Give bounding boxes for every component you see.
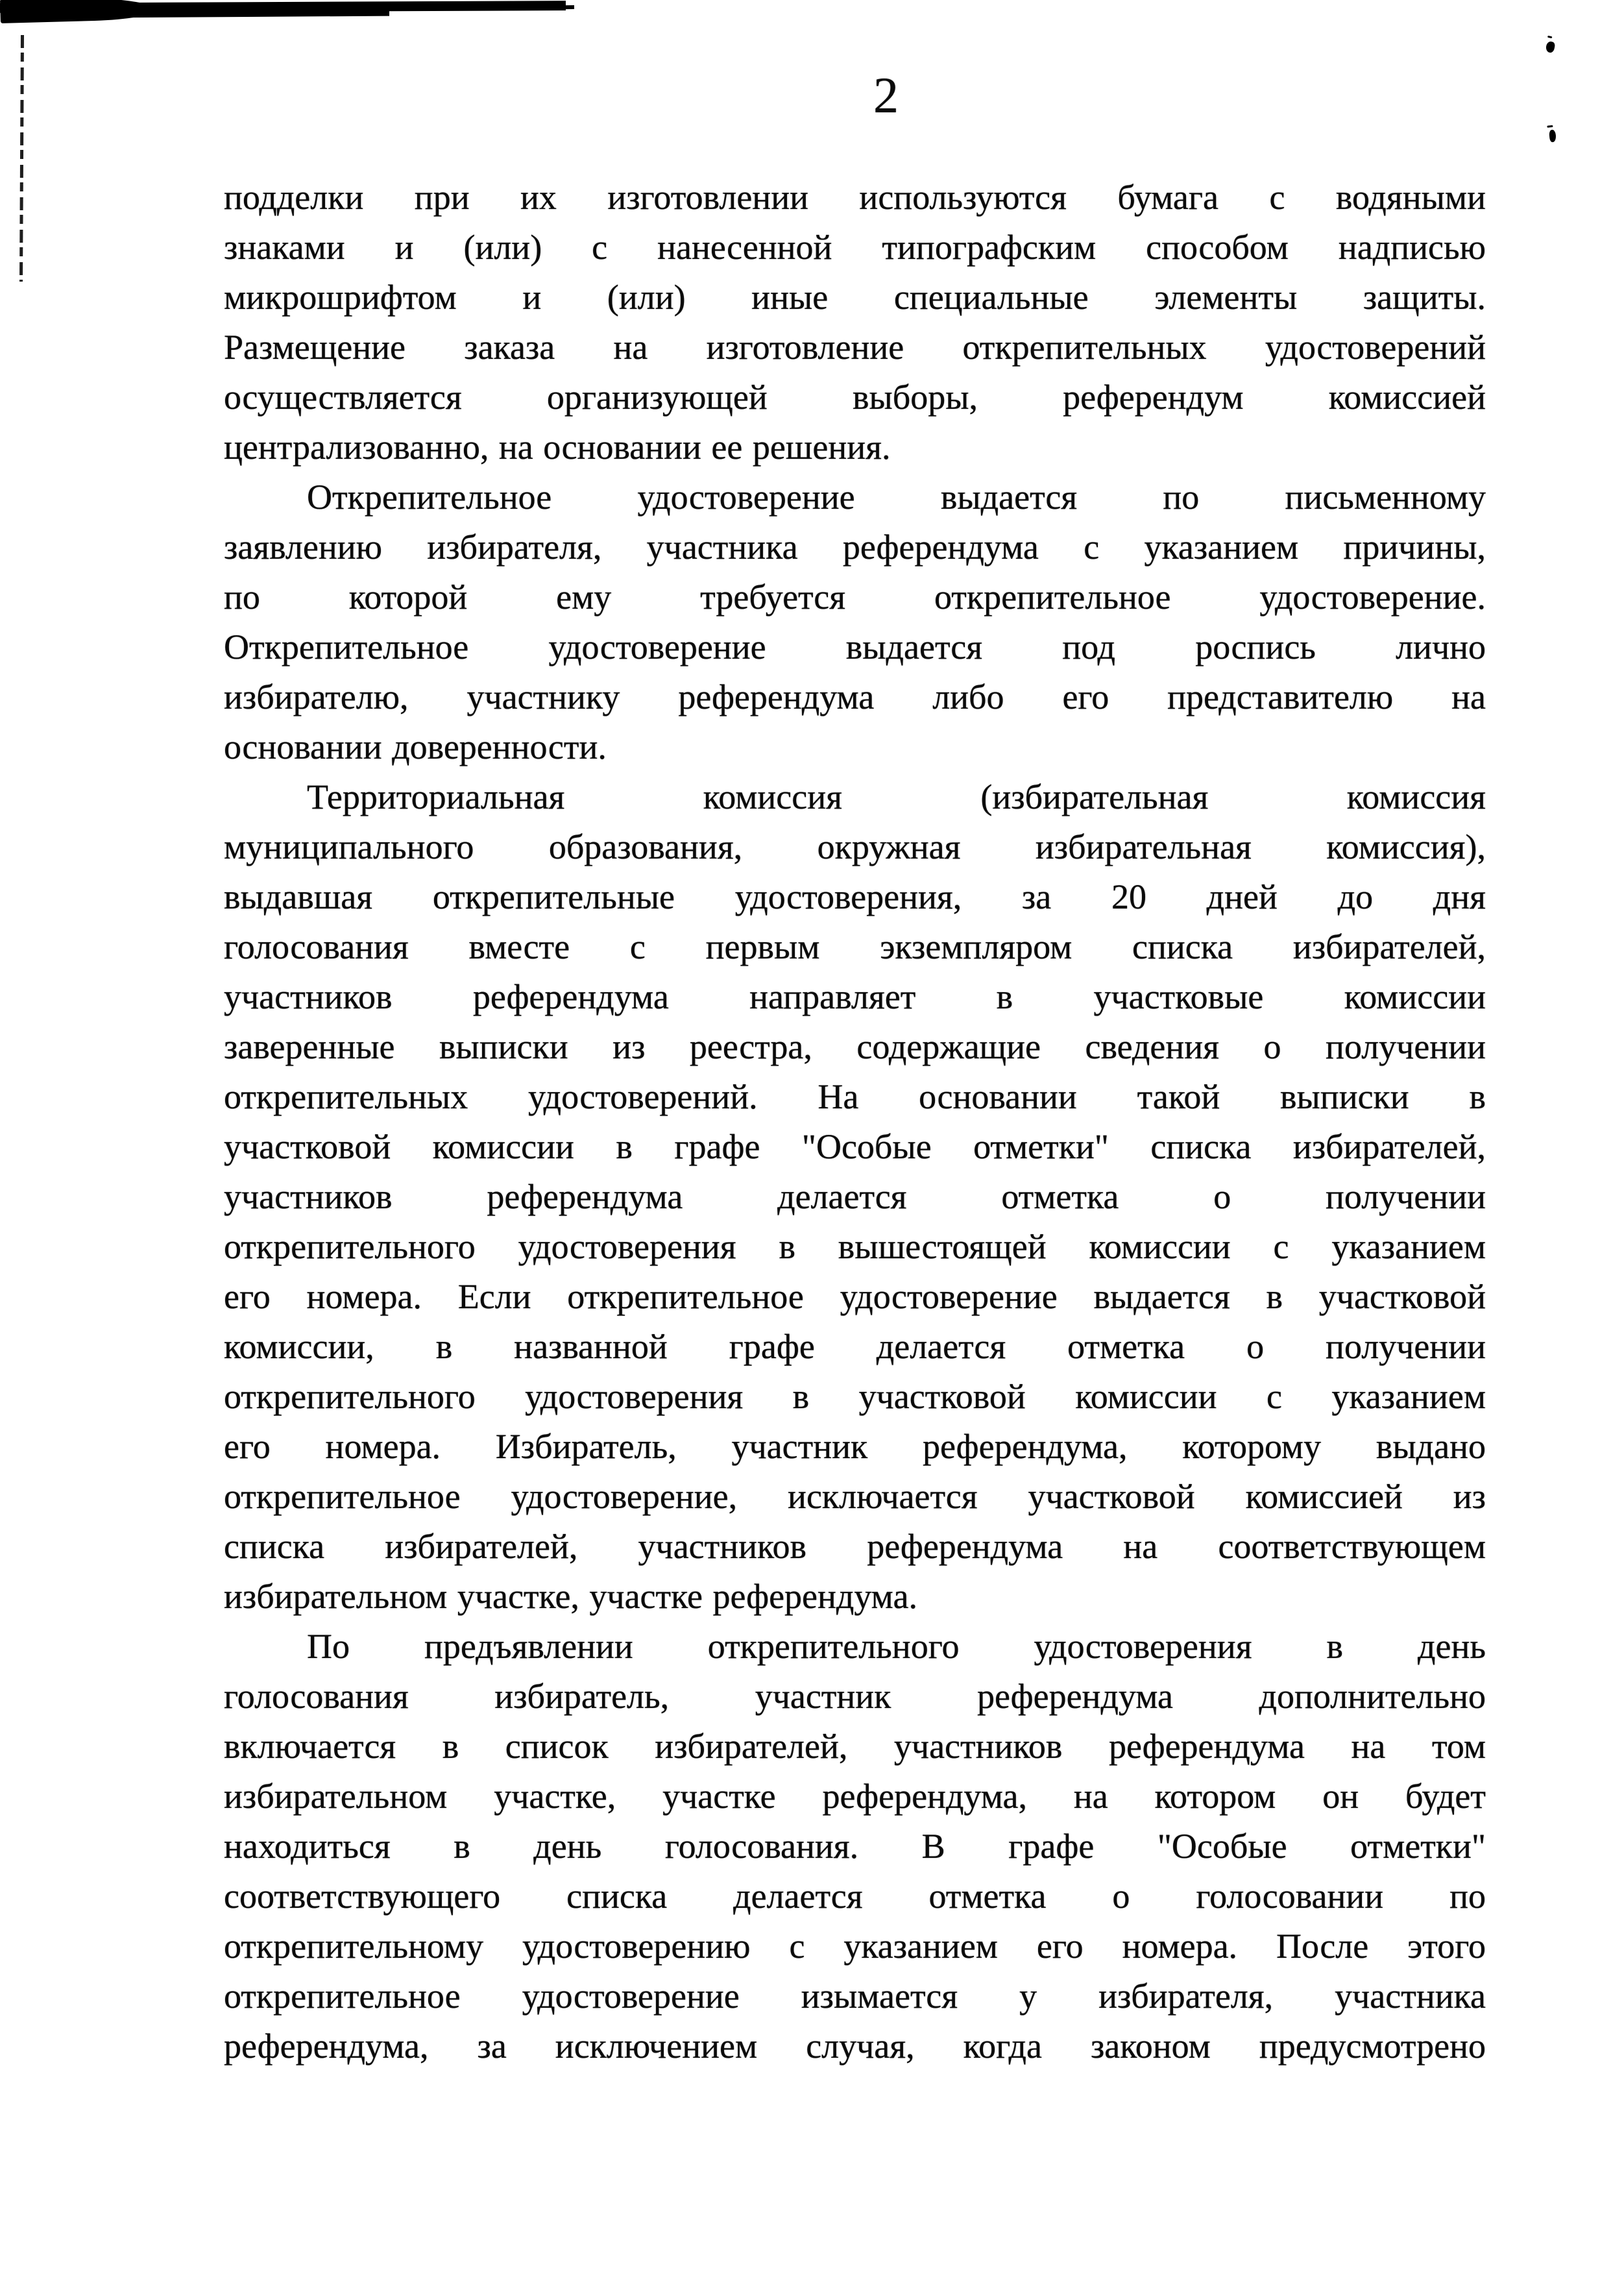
text-line: избирательном участке, участке референдума.: [224, 1577, 917, 1616]
text-line: открепительное удостоверение изымается у избирателя, участника: [224, 1977, 1486, 2016]
text-line: По предъявлении открепительного удостоверения в день: [307, 1627, 1486, 1666]
text-line: соответствующего списка делается отметка о голосовании по: [224, 1877, 1486, 1916]
text-line: осуществляется организующей выборы, референдум комиссией: [224, 378, 1486, 417]
text-line: открепительному удостоверению с указанием его номера. После этого: [224, 1927, 1486, 1966]
text-line: его номера. Если открепительное удостоверение выдается в участковой: [224, 1277, 1486, 1316]
text-line: его номера. Избиратель, участник референдума, которому выдано: [224, 1427, 1486, 1466]
scan-artifact-speck-2: [1549, 130, 1557, 143]
text-line: микрошрифтом и (или) иные специальные элементы защиты.: [224, 278, 1486, 317]
text-line: по которой ему требуется открепительное удостоверение.: [224, 578, 1486, 616]
text-line: голосования избиратель, участник референдума дополнительно: [224, 1677, 1486, 1716]
text-line: Размещение заказа на изготовление открепительных удостоверений: [224, 328, 1486, 367]
text-line: участников референдума делается отметка о получении: [224, 1177, 1486, 1216]
text-line: голосования вместе с первым экземпляром списка избирателей,: [224, 927, 1486, 966]
text-line: участников референдума направляет в участковые комиссии: [224, 977, 1486, 1016]
text-line: Территориальная комиссия (избирательная комиссия: [307, 777, 1486, 816]
text-line: избирательном участке, участке референдума, на котором он будет: [224, 1777, 1486, 1816]
text-line: открепительного удостоверения в вышестоящей комиссии с указанием: [224, 1227, 1486, 1266]
text-line: находиться в день голосования. В графе "Особые отметки": [224, 1827, 1486, 1866]
text-line: Открепительное удостоверение выдается по письменному: [307, 478, 1486, 517]
text-line: открепительное удостоверение, исключается участковой комиссией из: [224, 1477, 1486, 1516]
text-line: Открепительное удостоверение выдается под роспись лично: [224, 628, 1486, 666]
text-line: централизованно, на основании ее решения.: [224, 428, 891, 467]
scan-artifact-top-bar-streak: [97, 4, 389, 18]
page-number: 2: [873, 67, 899, 123]
text-line: знаками и (или) с нанесенной типографским способом надписью: [224, 228, 1486, 267]
text-line: избирателю, участнику референдума либо его представителю на: [224, 677, 1486, 716]
text-line: участковой комиссии в графе "Особые отметки" списка избирателей,: [224, 1127, 1486, 1166]
text-line: комиссии, в названной графе делается отметка о получении: [224, 1327, 1486, 1366]
text-line: основании доверенности.: [224, 727, 607, 766]
scan-artifact-margin-line: [19, 35, 24, 282]
text-line: подделки при их изготовлении используются бумага с водяными: [224, 178, 1486, 217]
text-line: включается в список избирателей, участников референдума на том: [224, 1727, 1486, 1766]
text-line: муниципального образования, окружная избирательная комиссия),: [224, 827, 1486, 866]
text-line: выдавшая открепительные удостоверения, за 20 дней до дня: [224, 877, 1486, 916]
text-line: списка избирателей, участников референдума на соответствующем: [224, 1527, 1486, 1566]
text-line: открепительного удостоверения в участковой комиссии с указанием: [224, 1377, 1486, 1416]
scan-artifact-speck-1: [1545, 41, 1555, 53]
text-line: заверенные выписки из реестра, содержащие сведения о получении: [224, 1027, 1486, 1066]
text-line: референдума, за исключением случая, когда законом предусмотрено: [224, 2027, 1486, 2066]
text-line: заявлению избирателя, участника референдума с указанием причины,: [224, 528, 1486, 567]
document-text-body: [224, 173, 1486, 2071]
text-line: открепительных удостоверений. На основании такой выписки в: [224, 1077, 1486, 1116]
